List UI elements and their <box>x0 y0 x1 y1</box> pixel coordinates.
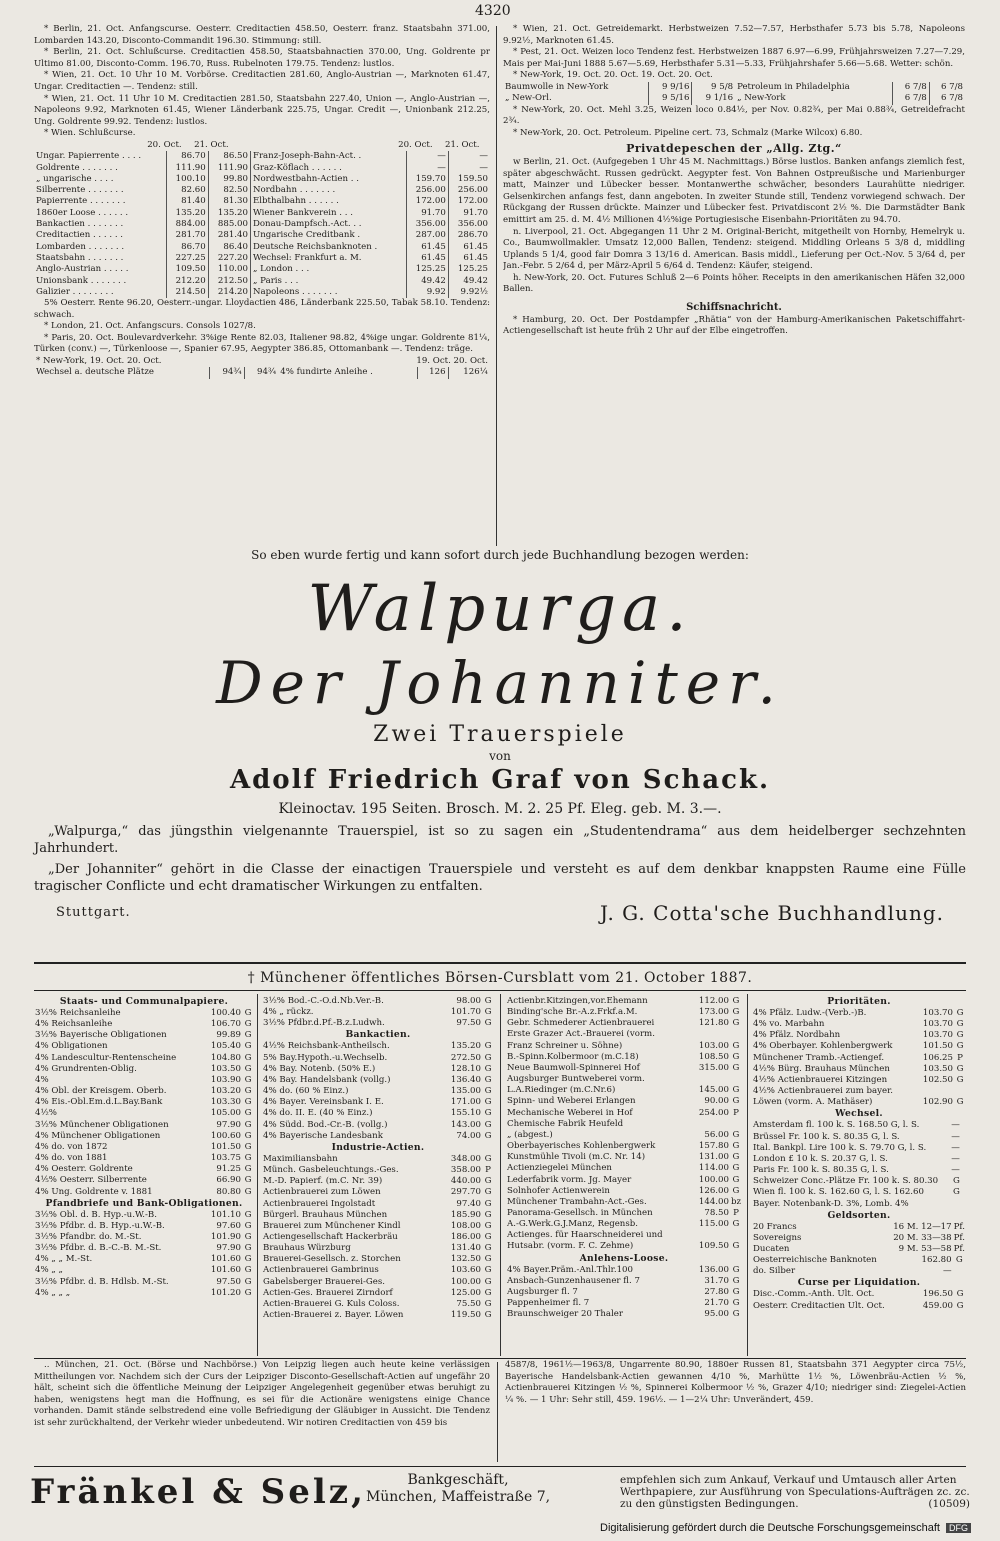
table-row: 3½% Bod.-C.-O.d.Nb.Ver.-B. 98.00 G <box>263 996 492 1006</box>
table-row: Münchener Trambahn-Act.-Ges. 144.00 bz <box>507 1196 741 1207</box>
kurs-table <box>752 1120 966 1209</box>
table-row: Wechsel a. deutsche Plätze 94¾ 94¾ 4% fundirte Anleihe . 126 126¼ <box>36 367 488 378</box>
table-row: Bürgerl. Brauhaus München 185.90 G <box>263 1209 492 1220</box>
table-row: 3½% Pfdbr. d. B. Hyp.-u.W.-B. 97.60 G <box>35 1220 252 1231</box>
table-row: 4% Ung. Goldrente v. 1881 80.80 G <box>35 1186 252 1197</box>
dfg-logo: DFG <box>946 1523 971 1533</box>
table-row: Ungar. Papierrente . . . . 86.70 86.50 Franz-Joseph-Bahn-Act. . — — <box>36 151 488 162</box>
table-row: Actienziegelei München 114.00 G <box>507 1163 740 1174</box>
kurs-section-heading: Staats- und Communalpapiere. <box>59 996 229 1007</box>
kurs-column-2 <box>262 996 494 1356</box>
firm-address: Bankgeschäft, München, Maffeistraße 7, <box>365 1472 551 1505</box>
table-row: Bayer. Notenbank-D. 3%, Lomb. 4% <box>753 1198 909 1209</box>
ad-format-price: Kleinoctav. 195 Seiten. Brosch. M. 2. 25 Pf. Eleg. geb. M. 3.—. <box>278 801 722 817</box>
table-row: Sovereigns 20 M. 33—38 Pf. <box>753 1232 965 1243</box>
table-row: 4% Bayerische Landesbank 74.00 G <box>263 1130 492 1141</box>
table-row: Chemische Fabrik Heufeld <box>507 1118 624 1129</box>
firm-rule <box>34 1466 966 1467</box>
table-row: Spinn- und Weberei Erlangen 90.00 G <box>507 1096 740 1107</box>
table-row: L.A.Riedinger (m.C.Nr.6) 145.00 G <box>507 1085 740 1096</box>
table-row: 4⅕% Oesterr. Silberrente 66.90 G <box>35 1175 252 1186</box>
table-row: London £ 10 k. S. 20.37 G, l. S. — <box>753 1153 960 1164</box>
kursblatt-rule <box>34 990 966 991</box>
ad-title-walpurga: Walpurga. <box>307 572 693 646</box>
table-row: 4% do. von 1872 101.50 G <box>35 1141 252 1152</box>
kurs-section-heading: Geldsorten. <box>827 1209 891 1221</box>
table-row: Creditactien . . . . . . 281.70 281.40 Ungarische Creditbank . 287.00 286.70 <box>36 230 488 241</box>
kurs-table <box>262 996 494 1029</box>
table-row: Franz Schreiner u. Söhne) 103.00 G <box>507 1040 740 1051</box>
table-row: Goldrente . . . . . . . 111.90 111.90 Graz-Köflach . . . . . . — — <box>36 162 488 173</box>
table-row: Bankactien . . . . . . . 884.00 885.00 Donau-Dampfsch.-Act. . . 356.00 356.00 <box>36 219 488 230</box>
report-paragraph: * Berlin, 21. Oct. Anfangscurse. Oesterr. Creditactien 458.50, Oesterr. franz. Staatsbahn 371.00, Lombarden 143.20, Disconto-Commandit 196.30. Stimmung: still. <box>34 24 490 46</box>
table-row: 4% do. von 1881 103.75 G <box>35 1153 252 1164</box>
table-row: 4% 103.90 G <box>35 1074 252 1085</box>
table-row: Münch. Gasbeleuchtungs.-Ges. 358.00 P <box>263 1165 491 1176</box>
report-paragraph: 5% Oesterr. Rente 96.20, Oesterr.-ungar. Lloydactien 486, Länderbank 225.50, Tabak 58.10. Tendenz: schwach. <box>34 298 490 320</box>
table-row: Augsburger fl. 7 27.80 G <box>507 1286 740 1297</box>
table-row: 4% Bayer. Vereinsbank I. E. 171.00 G <box>263 1097 492 1108</box>
top-left-column <box>34 24 490 544</box>
table-row: Braunschweiger 20 Thaler 95.00 G <box>507 1309 740 1320</box>
ad-paragraph-2: „Der Johanniter“ gehört in die Classe der einactigen Trauerspiele und versteht es auf dem denkbar knappsten Raume eine Fülle tragischer Conflicte und echt dramatischer Wirkungen zu entfalten. <box>34 862 966 894</box>
table-row: 3½% Obl. d. B. Hyp.-u.W.-B. 101.10 G <box>35 1209 252 1220</box>
kurs-column-1 <box>34 996 254 1356</box>
table-row: 4½% Actienbrauerei Kitzingen 102.50 G <box>753 1074 964 1085</box>
table-row: 3½% Reichsanleihe 100.40 G <box>35 1008 252 1018</box>
cotton-petroleum-table <box>503 82 965 105</box>
report-paragraph: * New-York, 20. Oct. Petroleum. Pipeline cert. 73, Schmalz (Marke Wilcox) 6.80. <box>513 127 863 138</box>
kurs-table <box>34 1210 254 1299</box>
table-row: Actienbrauerei Gambrinus 103.60 G <box>263 1265 492 1276</box>
table-row: 20 Francs 16 M. 12—17 Pf. <box>753 1221 965 1232</box>
table-row: Silberrente . . . . . . . 82.60 82.50 Nordbahn . . . . . . . 256.00 256.00 <box>36 185 488 196</box>
table-row: Oberbayerisches Kohlenbergwerk 157.80 G <box>507 1141 740 1152</box>
table-row: Oesterr. Creditactien Ult. Oct. 459.00 G <box>753 1300 964 1311</box>
private-dispatches <box>503 157 965 296</box>
table-row: 4% Südd. Bod.-Cr.-B. (vollg.) 143.00 G <box>263 1119 492 1130</box>
wien-table-header: 20. Oct. 21. Oct. 20. Oct. 21. Oct. <box>147 139 480 150</box>
table-row: Gabelsberger Brauerei-Ges. 100.00 G <box>263 1276 492 1287</box>
kurs-section-heading: Industrie-Actien. <box>331 1141 425 1153</box>
ad-city: Stuttgart. <box>56 905 131 920</box>
table-row: Brauerei zum Münchener Kindl 108.00 G <box>263 1220 492 1231</box>
table-row: Lederfabrik vorm. Jg. Mayer 100.00 G <box>507 1174 740 1185</box>
table-row: Paris Fr. 100 k. S. 80.35 G, l. S. — <box>753 1165 960 1176</box>
digitization-footer: Digitalisierung gefördert durch die Deutsche Forschungsgemeinschaft DFG <box>600 1522 990 1534</box>
table-row: 4% Bayer.Präm.-Anl.Thlr.100 136.00 G <box>507 1264 740 1275</box>
table-row: Unionsbank . . . . . . . 212.20 212.50 „ Paris . . . 49.42 49.42 <box>36 275 488 286</box>
report-paragraph: * Paris, 20. Oct. Boulevardverkehr. 3%ige Rente 82.03, Italiener 98.82, 4%ige ungar. Goldrente 81¼, Türken (conv.) —, Türkenloose —, Spanier 67.95, Aegypter 386.85, Ottomanbank —. Tendenz: träge. <box>34 332 490 355</box>
table-row: 3½% Münchener Obligationen 97.90 G <box>35 1119 252 1130</box>
kurs-divider <box>257 994 258 1356</box>
table-row: 4% Grundrenten-Oblig. 103.50 G <box>35 1063 252 1074</box>
table-row: Staatsbahn . . . . . . . 227.25 227.20 Wechsel: Frankfurt a. M. 61.45 61.45 <box>36 252 488 263</box>
table-row: Brüssel Fr. 100 k. S. 80.35 G, l. S. — <box>753 1131 960 1142</box>
table-row: Panorama-Gesellsch. in München 78.50 P <box>507 1207 739 1218</box>
table-row: Baumwolle in New-York 9 9/16 9 5/8 Petroleum in Philadelphia 6 7/8 6 7/8 <box>505 81 963 92</box>
table-row: Löwen (vorm. A. Mathäser) 102.90 G <box>753 1097 964 1108</box>
table-row: 4% Obl. der Kreisgem. Oberb. 103.20 G <box>35 1086 252 1097</box>
firm-text: empfehlen sich zum Ankauf, Verkauf und Umtausch aller Arten Werthpapiere, zur Ausführung von Speculations-Aufträgen zc. zc. zu den günstigsten Bedingungen. (10509) <box>620 1474 970 1510</box>
top-left-reports <box>34 24 490 140</box>
newyork-table: * New-York, 19. Oct. 20. Oct. 19. Oct. 20. Oct. Wechsel a. deutsche Plätze 94¾ 94¾ 4% fundirte Anleihe . 126 126¼ <box>36 356 488 378</box>
table-row: B.-Spinn.Kolbermoor (m.C.18) 108.50 G <box>507 1051 740 1062</box>
table-row: Anglo-Austrian . . . . . 109.50 110.00 „ London . . . 125.25 125.25 <box>36 264 488 275</box>
report-paragraph: * Berlin, 21. Oct. Schlußcurse. Creditactien 458.50, Staatsbahnactien 370.00, Ung. Goldrente pr Ultimo 81.00, Disconto-Comm. 196.70, Russ. Rubelnoten 179.75. Tendenz: lustlos. <box>34 47 490 69</box>
table-row: Actien-Ges. Brauerei Zirndorf 125.00 G <box>263 1287 492 1298</box>
table-row: 4% Pfälz. Nordbahn 103.70 G <box>753 1030 964 1041</box>
ad-subtitle: Zwei Trauerspiele <box>373 722 627 747</box>
table-row: „ New-Orl. 9 5/16 9 1/16 „ New-York 6 7/8 6 7/8 <box>505 93 963 104</box>
table-row: 4% „ „ 101.60 G <box>35 1265 252 1276</box>
table-row: 4% „ „ „ 101.20 G <box>35 1287 252 1298</box>
kurs-section-heading: Pfandbriefe und Bank-Obligationen. <box>45 1197 243 1209</box>
ship-news-text: * Hamburg, 20. Oct. Der Postdampfer „Rhätia“ von der Hamburg-Amerikanischen Paketschiffahrt-Actiengesellschaft ist heute früh 2 Uhr auf der Elbe eingetroffen. <box>503 314 965 337</box>
table-row: 4% Landescultur-Rentenscheine 104.80 G <box>35 1052 252 1063</box>
table-row: Actienges. für Haarschneiderei und <box>507 1230 663 1241</box>
report-paragraph: * Wien. Schlußcurse. <box>44 128 136 139</box>
ad-intro: So eben wurde fertig und kann sofort durch jede Buchhandlung bezogen werden: <box>251 548 749 562</box>
table-row: Actiengesellschaft Hackerbräu 186.00 G <box>263 1231 492 1242</box>
table-row: 4% Obligationen 105.40 G <box>35 1041 252 1052</box>
kurs-section-heading: Prioritäten. <box>827 996 891 1007</box>
kurs-column-3 <box>506 996 742 1356</box>
table-row: do. Silber — <box>753 1266 952 1277</box>
table-row: Wien fl. 100 k. S. 162.60 G, l. S. 162.60 G <box>753 1187 960 1198</box>
column-divider <box>496 26 497 546</box>
top-right-reports <box>503 24 965 82</box>
ad-title-johanniter: Der Johanniter. <box>216 649 784 717</box>
table-row: Solnhofer Actienwerein 126.00 G <box>507 1185 740 1196</box>
report-paragraph: * Wien, 21. Oct. 11 Uhr 10 M. Creditactien 281.50, Staatsbahn 227.40, Union —, Anglo-Austrian —, Napoleons 9.92, Marknoten 61.45, Wiener Länderbank 225.75, Ungar. Credit —, Unionbank 212.25, Ung. Goldrente 99.92. Tendenz: lustlos. <box>34 93 490 127</box>
table-row: Ducaten 9 M. 53—58 Pf. <box>753 1243 965 1254</box>
kurs-table <box>752 1008 966 1108</box>
page-number: 4320 <box>475 3 511 19</box>
report-paragraph: * London, 21. Oct. Anfangscurs. Consols 1027/8. <box>44 321 256 332</box>
kurs-table <box>506 996 742 1253</box>
table-row: Schweizer Conc.-Plätze Fr. 100 k. S. 80.30 G <box>753 1176 960 1187</box>
table-row: Actienbrauerei Ingolstadt 97.40 G <box>263 1198 492 1209</box>
table-row: 3½% Pfdbr. d. B. Hdlsb. M.-St. 97.50 G <box>35 1276 252 1287</box>
kurs-table <box>262 1041 494 1141</box>
table-row: 4% vo. Marbahn 103.70 G <box>753 1019 964 1030</box>
table-row: 3½% Pfandbr. do. M.-St. 101.90 G <box>35 1231 252 1242</box>
kurs-column-4 <box>752 996 966 1356</box>
table-row: Brauhaus Würzburg 131.40 G <box>263 1243 492 1254</box>
table-row: Galizier . . . . . . . . 214.50 214.20 Napoleons . . . . . . . 9.92 9.92½ <box>36 286 488 297</box>
ad-paragraph-1: „Walpurga,“ das jüngsthin vielgenannte Trauerspiel, ist so zu sagen ein „Studentendrama“ aus dem heidelberger sechzehnten Jahrhundert. <box>34 824 966 856</box>
table-row: Binding'sche Br.-A.z.Frkf.a.M. 173.00 G <box>507 1007 740 1018</box>
kurs-section-heading: Anlehens-Loose. <box>579 1252 669 1264</box>
table-row: 3½% Bayerische Obligationen 99.89 G <box>35 1030 252 1041</box>
table-row: Erste Grazer Act.-Brauerei (vorm. <box>507 1029 655 1040</box>
table-row: 4% Münchener Obligationen 100.60 G <box>35 1130 252 1141</box>
ad-publisher: J. G. Cotta'sche Buchhandlung. <box>599 901 944 925</box>
table-row: Maximiliansbahn 348.00 G <box>263 1153 492 1164</box>
table-row: 4% Eis.-Obl.Em.d.L.Bay.Bank 103.30 G <box>35 1097 252 1108</box>
table-row: 4½% 105.00 G <box>35 1108 252 1119</box>
report-paragraph: * Wien, 21. Oct. Getreidemarkt. Herbstweizen 7.52—7.57, Herbsthafer 5.73 bis 5.78, Napoleons 9.92½, Marknoten 61.45. <box>503 24 965 46</box>
kurs-divider <box>747 994 748 1356</box>
table-row: Papierrente . . . . . . . 81.40 81.30 Elbthalbahn . . . . . . 172.00 172.00 <box>36 196 488 207</box>
kurs-table <box>752 1289 966 1311</box>
table-row: 4% do. II. E. (40 % Einz.) 155.10 G <box>263 1108 492 1119</box>
table-row: Actien-Brauerei z. Bayer. Löwen 119.50 G <box>263 1310 492 1321</box>
kurs-section-heading: Bankactien. <box>345 1029 411 1041</box>
table-row: 4% Reichsanleihe 106.70 G <box>35 1019 252 1030</box>
private-dispatch-title: Privatdepeschen der „Allg. Ztg.“ <box>626 142 842 156</box>
kurs-section-heading: Wechsel. <box>835 1108 883 1120</box>
ship-news-title: Schiffsnachricht. <box>686 302 782 314</box>
firm-name: Fränkel & Selz, <box>30 1472 366 1512</box>
kursblatt-title: † Münchener öffentliches Börsen-Cursblatt vom 21. October 1887. <box>247 970 753 986</box>
dispatch-paragraph: n. Liverpool, 21. Oct. Abgegangen 11 Uhr 2 M. Original-Bericht, mitgetheilt von Hornby, Hemelryk u. Co., Baumwollmakler. Umsatz 12,000 Ballen, Tendenz: steigend. Middling Orleans 5 3/8 d, middling Uplands 5 1/4, good fair Domra 3 13/16 d. American. Basis middl., Lieferung per Oct.-Nov. 5 3/64 d, per Jan.-Febr. 5 2/64 d, per März-April 5 6/64 d. Tendenz: Käufer, steigend. <box>503 226 965 272</box>
top-right-reports-2 <box>503 105 965 140</box>
column-divider <box>497 1362 498 1462</box>
table-row: 4% Bay. Notenb. (50% E.) 128.10 G <box>263 1063 492 1074</box>
kurs-divider <box>500 994 501 1356</box>
book-advertisement <box>34 548 966 958</box>
table-row: 4% Oesterr. Goldrente 91.25 G <box>35 1164 252 1175</box>
table-row: Ital. Bankpl. Lire 100 k. S. 79.70 G, l. S. — <box>753 1142 960 1153</box>
ad-footer <box>34 901 966 927</box>
report-paragraph: * Pest, 21. Oct. Weizen loco Tendenz fest. Herbstweizen 1887 6.97—6.99, Frühjahrsweizen 7.27—7.29, Mais per Mai-Juni 1888 5.67—5.69, Herbsthafer 5.31—5.33, Frühjahrshafer 5.66—5.68. Wetter: schön. <box>503 47 965 69</box>
kurs-table <box>34 1008 254 1198</box>
table-row: Disc.-Comm.-Anth. Ult. Oct. 196.50 G <box>753 1289 964 1300</box>
table-row: Neue Baumwoll-Spinnerei Hof 315.00 G <box>507 1062 740 1073</box>
kurs-section-heading: Curse per Liquidation. <box>797 1277 921 1289</box>
table-row: 4% „ „ M.-St. 101.60 G <box>35 1254 252 1265</box>
table-row: 4½% Reichsbank-Antheilsch. 135.20 G <box>263 1041 492 1052</box>
table-row: „ ungarische . . . . 100.10 99.80 Nordwestbahn-Actien . . 159.70 159.50 <box>36 173 488 184</box>
report-paragraph: * Wien, 21. Oct. 10 Uhr 10 M. Vorbörse. Creditactien 281.60, Anglo-Austrian —, Marknoten 61.47, Ungar. Creditactien —. Tendenz: still. <box>34 70 490 92</box>
table-row: 5% Bay.Hypoth.-u.Wechselb. 272.50 G <box>263 1052 492 1063</box>
table-row: Lombarden . . . . . . . 86.70 86.40 Deutsche Reichsbanknoten . 61.45 61.45 <box>36 241 488 252</box>
table-row: Pappenheimer fl. 7 21.70 G <box>507 1298 740 1309</box>
kursblatt-bottom-rule <box>34 1358 966 1359</box>
table-row: „ (abgest.) 56.00 G <box>507 1129 740 1140</box>
dispatch-paragraph: w Berlin, 21. Oct. (Aufgegeben 1 Uhr 45 M. Nachmittags.) Börse lustlos. Banken anfangs ziemlich fest, später abgeschwächt. Russen gedrückt. Aegypter fest. Von Bahnen Ostpreußische und Marienburger matt, Mainzer und Lübecker besser. Montanwerthe schwächer, besonders Laurahütte niedriger. Gelsenkirchen anfangs fest, dann angeboten. In zweiter Stunde still, Tendenz vorwiegend schwach. Der Rückgang der Russen drückte. Mainzer und Lübecker fest. Privatdiscont 2½ %. Die Darmstädter Bank emittirt am 25. d. M. 4½ Millionen 4½%ige Portugiesische Eisenbahn-Prioritäten zu 94.70. <box>503 156 965 225</box>
kurs-table <box>752 1222 966 1278</box>
report-paragraph: * New-York, 20. Oct. Mehl 3.25, Weizen loco 0.84½, per Nov. 0.82¾, per Mai 0.88¾, Getreidefracht 2¾. <box>503 104 965 127</box>
table-row: 3½% Pfdbr.d.Pf.-B.z.Ludwh. 97.50 G <box>263 1018 492 1029</box>
table-row: 4% Oberbayer. Kohlenbergwerk 101.50 G <box>753 1041 964 1052</box>
table-row: Actienbr.Kitzingen,vor.Ehemann 112.00 G <box>507 996 740 1006</box>
table-row: 4½% Actienbrauerei zum bayer. <box>753 1086 893 1097</box>
munich-report-left: .. München, 21. Oct. (Börse und Nachbörse.) Von Leipzig liegen auch heute keine verlässigen Mittheilungen vor. Nachdem sich der Curs der Leipziger Disconto-Gesellschaft-Actien auf ungefähr 20 hält, scheint sich die öffentliche Meinung der Leipziger Angelegenheit gegenüber etwas beruhigt zu haben, wenigstens hegt man die Hoffnung, es sei für die Actionäre wenigstens einige Chance vorhanden. Damit stände selbstredend eine volle Befriedigung der Gläubiger in Aussicht. Die Tendenz ist sehr zurückhaltend, der Verkehr wieder unbedeutend. Wir notiren Creditactien von 459 bis <box>34 1360 490 1428</box>
table-row: Oesterreichische Banknoten 162.80 G <box>753 1255 963 1266</box>
ad-author: Adolf Friedrich Graf von Schack. <box>229 765 771 795</box>
table-row: A.-G.Werk.G.J.Manz, Regensb. 115.00 G <box>507 1219 740 1230</box>
wien-quotes-table <box>34 151 490 298</box>
munich-report-right: 4587/8, 1961½—1963/8, Ungarrente 80.90, 1880er Russen 81, Staatsbahn 371 Aegypter circa 75½, Bayerische Handelsbank-Actien gewannen 4/10 %, Marhütte 1½ %, Löwenbräu-Actien ½ %, Actienbrauerei Kitzingen ½ %, Spinnerei Kolbermoor ½ %, Grazer 4/10; niedriger sind: Ziegelei-Actien ¼ %. — 1 Uhr: Sehr still, 459. 196½. — 1—2¼ Uhr: Unverändert, 459. <box>505 1360 966 1405</box>
table-row: Hutsabr. (vorm. F. C. Zehme) 109.50 G <box>507 1241 740 1252</box>
ad-von: von <box>489 749 511 763</box>
table-row: Mechanische Weberei in Hof 254.00 P <box>507 1107 739 1118</box>
table-row: Amsterdam fl. 100 k. S. 168.50 G, l. S. — <box>753 1120 960 1131</box>
table-row: 4% „ rückz. 101.70 G <box>263 1007 492 1018</box>
table-row: Ansbach-Gunzenhausener fl. 7 31.70 G <box>507 1275 740 1286</box>
table-row: Münchener Tramb.-Actiengef. 106.25 P <box>753 1052 963 1063</box>
table-row: M.-D. Papierf. (m.C. Nr. 39) 440.00 G <box>263 1176 492 1187</box>
table-row: Augsburger Buntweberei vorm. <box>507 1074 645 1085</box>
table-row: 4½% Bürg. Brauhaus München 103.50 G <box>753 1063 964 1074</box>
table-row: 1860er Loose . . . . . . 135.20 135.20 Wiener Bankverein . . . 91.70 91.70 <box>36 207 488 218</box>
table-row: Brauerei-Gesellsch. z. Storchen 132.50 G <box>263 1254 492 1265</box>
report-paragraph: * New-York, 19. Oct. 20. Oct. 19. Oct. 20. Oct. <box>513 70 713 81</box>
top-left-after <box>34 298 490 356</box>
table-row: 4% Pfälz. Ludw.-(Verb.-)B. 103.70 G <box>753 1008 964 1018</box>
table-row: Gebr. Schmederer Actienbrauerei 121.80 G <box>507 1018 740 1029</box>
firm-advertisement <box>30 1470 970 1516</box>
table-row: 4% do. (60 % Einz.) 135.00 G <box>263 1086 492 1097</box>
section-rule <box>34 962 966 964</box>
dispatch-paragraph: h. New-York, 20. Oct. Futures Schluß 2—6 Points höher. Receipts in den amerikanischen Häfen 32,000 Ballen. <box>503 272 965 295</box>
table-row: Actien-Brauerei G. Kuls Coloss. 75.50 G <box>263 1298 492 1309</box>
kurs-table <box>262 1154 494 1321</box>
table-row: Actienbrauerei zum Löwen 297.70 G <box>263 1187 492 1198</box>
table-row: 4% Bay. Handelsbank (vollg.) 136.40 G <box>263 1074 492 1085</box>
table-row: Kunstmühle Tivoli (m.C. Nr. 14) 131.00 G <box>507 1152 740 1163</box>
top-right-column <box>503 24 965 534</box>
kurs-table <box>506 1265 742 1321</box>
table-row: 3½% Pfdbr. d. B.-C.-B. M.-St. 97.90 G <box>35 1243 252 1254</box>
